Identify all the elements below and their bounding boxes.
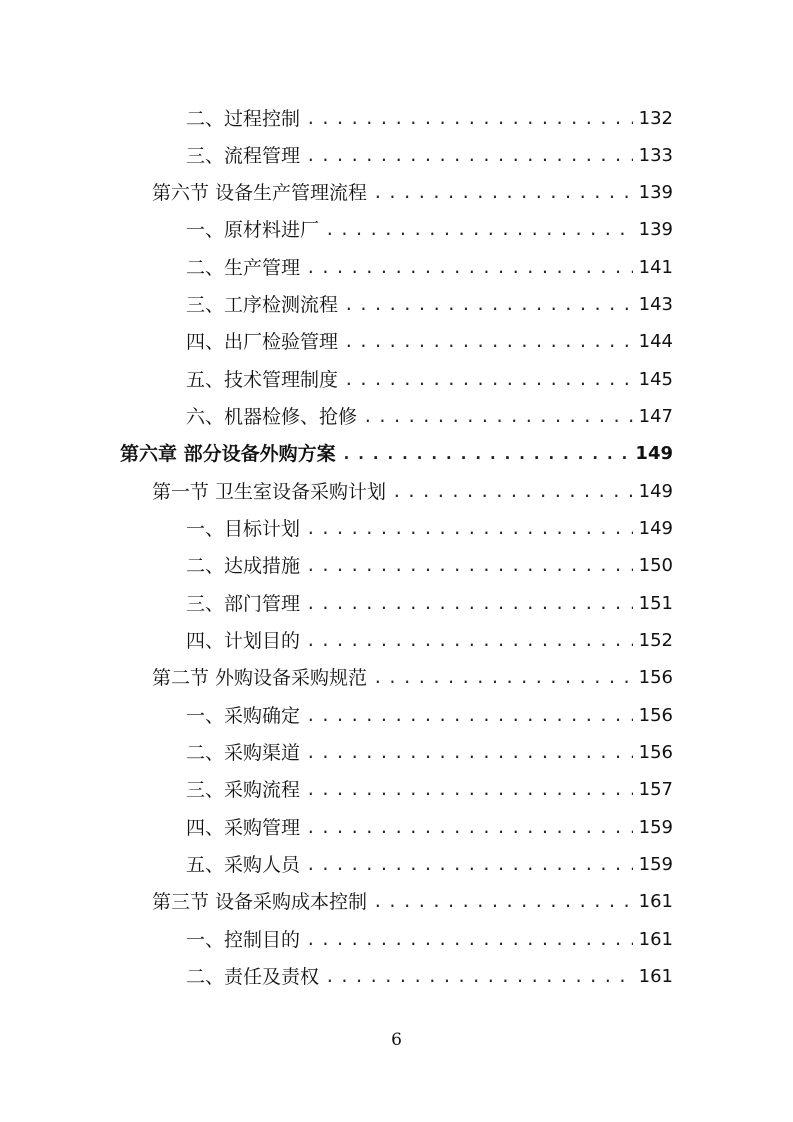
toc-entry-page: 159 [638, 854, 673, 875]
dot-leader [306, 590, 633, 618]
toc-entry-page: 161 [638, 966, 673, 987]
toc-entry[interactable] [186, 515, 673, 543]
toc-entry-page: 150 [638, 555, 673, 576]
toc-entry-page: 144 [638, 331, 673, 352]
dot-leader [373, 888, 633, 916]
toc-entry-title: 第六节 设备生产管理流程 [152, 182, 368, 204]
toc-entry-page: 156 [638, 705, 673, 726]
toc-section-entry[interactable] [152, 888, 673, 916]
toc-section-entry[interactable] [152, 478, 673, 506]
toc-entry-title: 三、部门管理 [186, 593, 301, 615]
toc-entry-page: 133 [638, 145, 673, 166]
dot-leader [306, 254, 633, 282]
dot-leader [342, 440, 630, 468]
toc-entry-title: 四、采购管理 [186, 817, 301, 839]
dot-leader [306, 926, 633, 954]
toc-entry-title: 四、出厂检验管理 [186, 331, 339, 353]
toc-entry-title: 五、技术管理制度 [186, 369, 339, 391]
toc-entry-title: 三、采购流程 [186, 779, 301, 801]
toc-entry[interactable] [186, 851, 673, 879]
toc-entry[interactable] [186, 702, 673, 730]
dot-leader [306, 142, 633, 170]
toc-entry-title: 一、原材料进厂 [186, 219, 320, 241]
toc-entry-page: 159 [638, 817, 673, 838]
toc-entry[interactable] [186, 776, 673, 804]
toc-entry-title: 一、控制目的 [186, 929, 301, 951]
toc-entry[interactable] [186, 142, 673, 170]
toc-entry-page: 161 [638, 929, 673, 950]
toc-entry-title: 二、责任及责权 [186, 966, 320, 988]
toc-entry-title: 二、达成措施 [186, 555, 301, 577]
toc-entry-page: 141 [638, 257, 673, 278]
page-number: 6 [391, 1030, 402, 1050]
toc-entry-title: 三、工序检测流程 [186, 294, 339, 316]
toc-entry-page: 156 [638, 742, 673, 763]
dot-leader [344, 366, 633, 394]
dot-leader [325, 216, 633, 244]
toc-entry-page: 149 [638, 518, 673, 539]
dot-leader [306, 552, 633, 580]
toc-entry[interactable] [186, 366, 673, 394]
dot-leader [344, 291, 633, 319]
toc-entry-title: 二、生产管理 [186, 257, 301, 279]
dot-leader [373, 664, 633, 692]
toc-entry-title: 六、机器检修、抢修 [186, 406, 358, 428]
toc-entry-title: 第三节 设备采购成本控制 [152, 891, 368, 913]
dot-leader [306, 739, 633, 767]
toc-entry-title: 五、采购人员 [186, 854, 301, 876]
toc-entry[interactable] [186, 552, 673, 580]
toc-entry-page: 132 [638, 108, 673, 129]
toc-entry-title: 二、过程控制 [186, 108, 301, 130]
toc-entry-page: 157 [638, 779, 673, 800]
toc-entry-title: 四、计划目的 [186, 630, 301, 652]
dot-leader [306, 515, 633, 543]
dot-leader [306, 851, 633, 879]
toc-entry-page: 149 [638, 481, 673, 502]
dot-leader [306, 105, 633, 133]
toc-entry-title: 第六章 部分设备外购方案 [120, 443, 336, 465]
toc-entry[interactable] [186, 627, 673, 655]
toc-entry[interactable] [186, 590, 673, 618]
toc-entry-page: 156 [638, 667, 673, 688]
toc-entry[interactable] [186, 926, 673, 954]
dot-leader [306, 776, 633, 804]
toc-entry[interactable] [186, 216, 673, 244]
dot-leader [344, 328, 633, 356]
toc-entry-page: 139 [638, 182, 673, 203]
toc-entry-title: 三、流程管理 [186, 145, 301, 167]
toc-entry-page: 143 [638, 294, 673, 315]
toc-entry-title: 第二节 外购设备采购规范 [152, 667, 368, 689]
toc-section-entry[interactable] [152, 179, 673, 207]
dot-leader [325, 963, 633, 991]
toc-entry[interactable] [186, 105, 673, 133]
toc-entry-title: 二、采购渠道 [186, 742, 301, 764]
toc-chapter-entry[interactable] [120, 440, 673, 468]
toc-section-entry[interactable] [152, 664, 673, 692]
toc-entry[interactable] [186, 328, 673, 356]
dot-leader [392, 478, 633, 506]
toc-entry-page: 161 [638, 891, 673, 912]
toc-entry-title: 一、目标计划 [186, 518, 301, 540]
toc-entry-page: 151 [638, 593, 673, 614]
toc-entry-title: 一、采购确定 [186, 705, 301, 727]
toc-entry-title: 第一节 卫生室设备采购计划 [152, 481, 387, 503]
toc-entry[interactable] [186, 254, 673, 282]
toc-entry[interactable] [186, 403, 673, 431]
toc-entry-page: 152 [638, 630, 673, 651]
toc-entry[interactable] [186, 814, 673, 842]
toc-entry-page: 149 [635, 443, 673, 464]
toc-entry[interactable] [186, 963, 673, 991]
dot-leader [373, 179, 633, 207]
dot-leader [363, 403, 633, 431]
toc-entry-page: 145 [638, 369, 673, 390]
toc-entry-page: 147 [638, 406, 673, 427]
toc-entry[interactable] [186, 739, 673, 767]
dot-leader [306, 627, 633, 655]
dot-leader [306, 702, 633, 730]
toc-entry-page: 139 [638, 219, 673, 240]
toc-entry[interactable] [186, 291, 673, 319]
dot-leader [306, 814, 633, 842]
